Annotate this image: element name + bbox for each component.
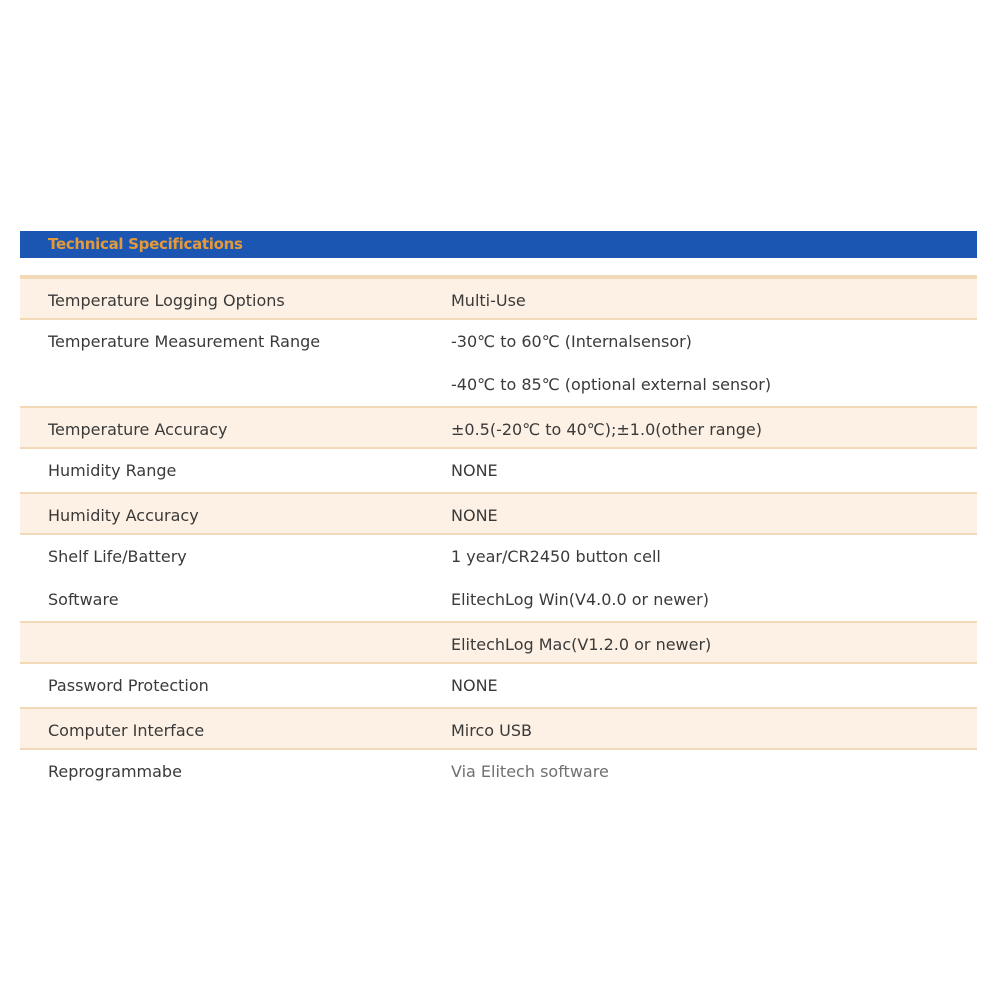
table-row	[20, 449, 977, 492]
table-row	[20, 621, 977, 664]
row-label: Shelf Life/Battery	[48, 547, 187, 566]
row-value: NONE	[451, 506, 498, 525]
row-value: Multi-Use	[451, 291, 526, 310]
row-value: NONE	[451, 676, 498, 695]
row-value: -40℃ to 85℃ (optional external sensor)	[451, 375, 772, 394]
table-row	[20, 277, 977, 320]
table-row	[20, 320, 977, 363]
table-row	[20, 750, 977, 793]
table-row	[20, 664, 977, 707]
row-label: Humidity Range	[48, 461, 177, 480]
spec-table	[20, 231, 977, 793]
row-label: Computer Interface	[48, 721, 205, 740]
table-row	[20, 492, 977, 535]
table-row	[20, 578, 977, 621]
table-row	[20, 707, 977, 750]
row-value: ElitechLog Win(V4.0.0 or newer)	[451, 590, 709, 609]
spec-rows	[20, 277, 977, 793]
row-label: Temperature Logging Options	[48, 291, 285, 310]
row-label: Reprogrammabe	[48, 762, 182, 781]
row-value: NONE	[451, 461, 498, 480]
row-label: Temperature Accuracy	[48, 420, 228, 439]
table-row	[20, 535, 977, 578]
table-row	[20, 406, 977, 449]
row-value: Mirco USB	[451, 721, 532, 740]
spec-table-title: Technical Specifications	[20, 231, 977, 258]
row-value: -30℃ to 60℃ (Internalsensor)	[451, 332, 692, 351]
table-row	[20, 363, 977, 406]
row-label: Password Protection	[48, 676, 209, 695]
row-label: Software	[48, 590, 119, 609]
divider	[20, 258, 977, 277]
row-label: Temperature Measurement Range	[48, 332, 321, 351]
row-value: Via Elitech software	[451, 762, 609, 781]
row-value: ElitechLog Mac(V1.2.0 or newer)	[451, 635, 712, 654]
row-value: ±0.5(-20℃ to 40℃);±1.0(other range)	[451, 420, 762, 439]
row-label: Humidity Accuracy	[48, 506, 199, 525]
row-value: 1 year/CR2450 button cell	[451, 547, 661, 566]
